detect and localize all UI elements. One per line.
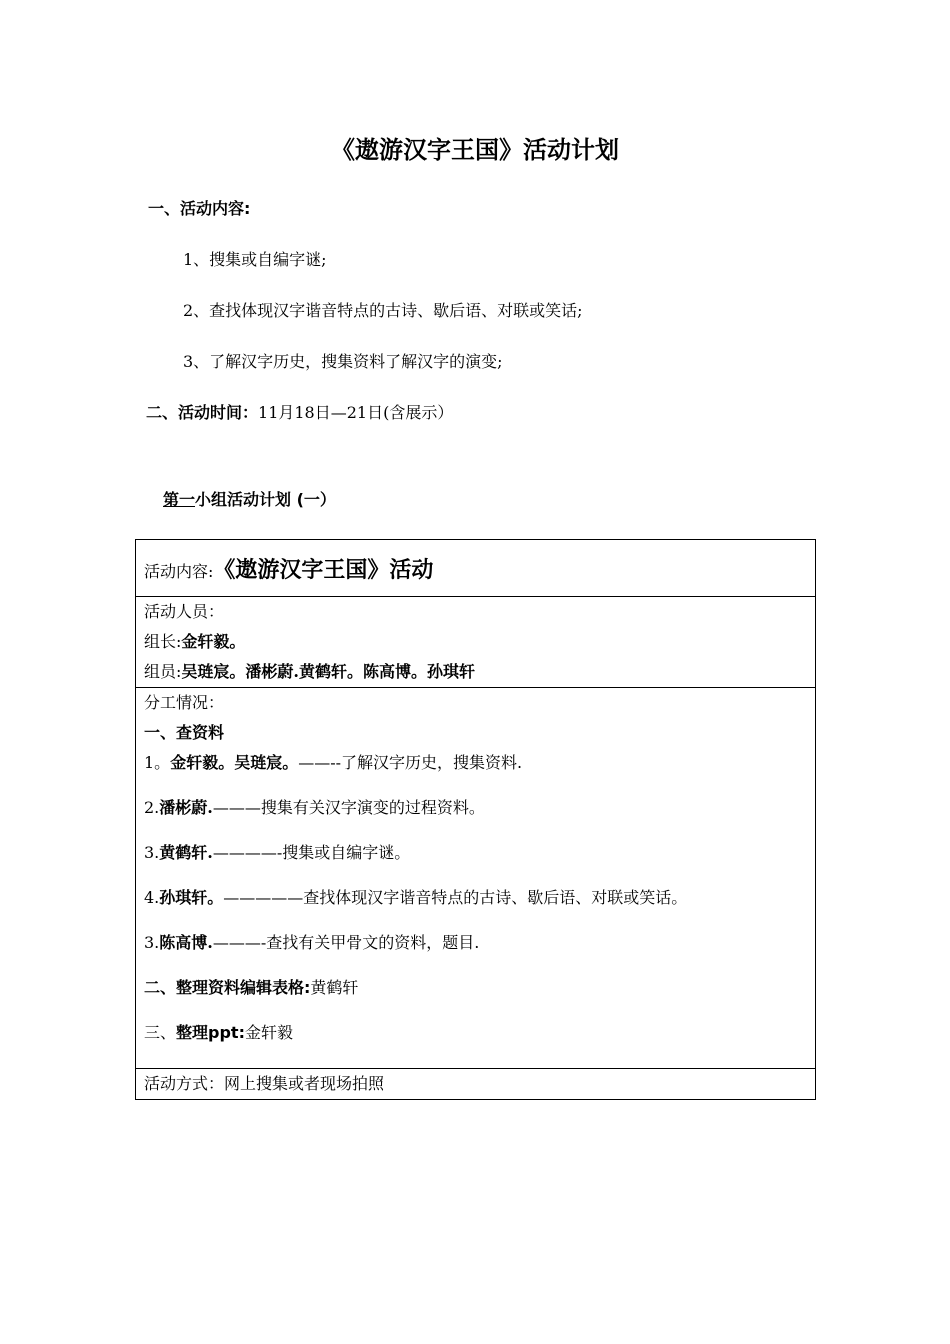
task-desc: ———搜集有关汉字演变的过程资料。 (212, 798, 485, 817)
content-item-1: 1、搜集或自编字谜; (183, 250, 327, 269)
row-method (136, 1069, 816, 1100)
cell-division (136, 688, 816, 1069)
task-5 (144, 928, 807, 958)
task-1 (144, 748, 807, 778)
task-3 (144, 838, 807, 868)
task-desc: ————-搜集或自编字谜。 (212, 843, 411, 862)
task-num: 3. (144, 843, 160, 862)
member-line (144, 657, 807, 687)
member-names: 吴琏宸。潘彬蔚.黄鹤轩。陈高博。孙琪轩 (181, 662, 475, 681)
part2-line (144, 973, 807, 1003)
row-content (136, 540, 816, 597)
method-line (144, 1069, 807, 1099)
task-names: 金轩毅。吴琏宸。 (170, 753, 299, 772)
part3-prefix: 三、 (144, 1023, 177, 1042)
page-title: 《遨游汉字王国》活动计划 (331, 136, 619, 164)
members-label: 活动人员： (144, 602, 225, 621)
task-desc: ———-查找有关甲骨文的资料，题目. (212, 933, 480, 952)
part1-heading: 一、查资料 (144, 723, 225, 742)
leader-line (144, 627, 807, 657)
section-heading-content: 一、活动内容: (148, 199, 251, 218)
task-names: 黄鹤轩. (159, 843, 213, 862)
group-title-rest: 小组活动计划 (一） (195, 490, 336, 509)
section-heading-time: 二、活动时间： (146, 403, 259, 422)
method-label: 活动方式： (144, 1074, 225, 1093)
cell-method (136, 1069, 816, 1100)
part3-value: 金轩毅 (244, 1023, 293, 1042)
plan-table (135, 539, 816, 1100)
task-names: 陈高博. (159, 933, 213, 952)
group-title-underlined: 第一 (163, 490, 196, 509)
part3-line (144, 1018, 807, 1048)
content-value: 《遨游汉字王国》活动 (213, 557, 434, 583)
content-label: 活动内容: (144, 561, 214, 581)
part2-heading: 二、整理资料编辑表格: (144, 978, 311, 997)
leader-name: 金轩毅。 (181, 632, 246, 651)
task-desc: —————查找体现汉字谐音特点的古诗、歇后语、对联或笑话。 (223, 888, 688, 907)
part3-heading: 整理ppt: (176, 1023, 245, 1042)
part2-value: 黄鹤轩 (310, 978, 359, 997)
method-value: 网上搜集或者现场拍照 (224, 1074, 385, 1093)
content-item-2: 2、查找体现汉字谐音特点的古诗、歇后语、对联或笑话; (183, 301, 583, 320)
member-label: 组员: (144, 662, 182, 681)
task-names: 潘彬蔚. (159, 798, 213, 817)
leader-label: 组长: (144, 632, 182, 651)
group-plan-title (163, 487, 336, 510)
cell-members (136, 597, 816, 688)
task-num: 2. (144, 798, 160, 817)
task-num: 3. (144, 933, 160, 952)
task-4 (144, 883, 807, 913)
task-num: 4. (144, 888, 160, 907)
activity-time-value: 11月18日—21日(含展示） (258, 403, 454, 422)
division-label: 分工情况： (144, 693, 225, 712)
task-names: 孙琪轩。 (159, 888, 224, 907)
task-num: 1。 (144, 753, 171, 772)
row-division (136, 688, 816, 1069)
content-item-3: 3、了解汉字历史，搜集资料了解汉字的演变; (183, 352, 503, 371)
task-2 (144, 793, 807, 823)
section-time (146, 400, 453, 423)
row-members (136, 597, 816, 688)
task-desc: ——--了解汉字历史，搜集资料. (298, 753, 523, 772)
cell-content (136, 540, 816, 597)
